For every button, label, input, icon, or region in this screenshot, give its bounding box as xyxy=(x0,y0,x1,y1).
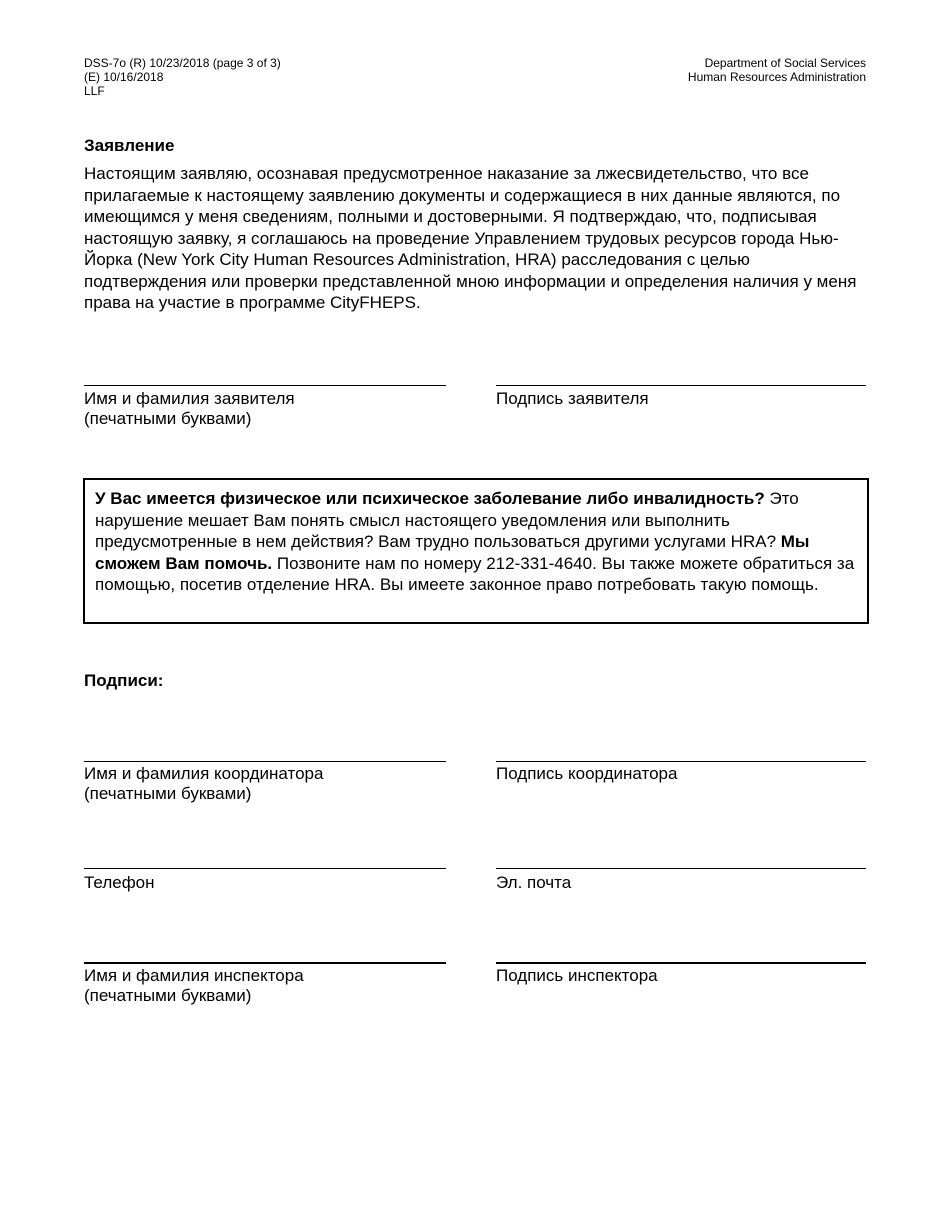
coordinator-name-field[interactable] xyxy=(84,761,446,762)
form-id: DSS-7o (R) 10/23/2018 (page 3 of 3) xyxy=(84,56,281,70)
statement-title: Заявление xyxy=(84,136,175,155)
coordinator-signature-field[interactable] xyxy=(496,761,866,762)
notice-help-text: Позвоните нам по номеру 212-331-4640. Вы также можете обратиться за помощью, посетив отделение HRA. Вы имеете законное право потребовать такую помощь. xyxy=(95,553,855,594)
inspector-name-label-line1: Имя и фамилия инспектора xyxy=(84,966,304,985)
email-label: Эл. почта xyxy=(496,873,572,892)
applicant-name-label xyxy=(84,389,295,429)
inspector-name-label xyxy=(84,966,304,1006)
phone-field[interactable] xyxy=(84,868,446,869)
inspector-name-field[interactable] xyxy=(84,962,446,964)
applicant-name-field[interactable] xyxy=(84,385,446,386)
notice-help-bold: Мы сможем Вам помочь. xyxy=(95,532,810,573)
phone-label: Телефон xyxy=(84,873,155,892)
coordinator-name-label xyxy=(84,764,323,804)
form-code: LLF xyxy=(84,84,105,98)
applicant-name-label-line1: Имя и фамилия заявителя xyxy=(84,389,295,408)
inspector-name-label-line2: (печатными буквами) xyxy=(84,986,252,1005)
signatures-title: Подписи: xyxy=(84,671,164,690)
department-name: Department of Social Services xyxy=(704,56,866,70)
disability-notice-box xyxy=(83,478,869,624)
inspector-signature-field[interactable] xyxy=(496,962,866,964)
coordinator-name-label-line2: (печатными буквами) xyxy=(84,784,252,803)
applicant-signature-label: Подпись заявителя xyxy=(496,389,649,408)
coordinator-name-label-line1: Имя и фамилия координатора xyxy=(84,764,324,783)
notice-question: У Вас имеется физическое или психическое заболевание либо инвалидность? xyxy=(95,489,765,508)
email-field[interactable] xyxy=(496,868,866,869)
applicant-signature-field[interactable] xyxy=(496,385,866,386)
notice-body: Это нарушение мешает Вам понять смысл настоящего уведомления или выполнить предусмотренные в нем действия? Вам трудно пользоваться другими услугами HRA? xyxy=(95,489,799,551)
administration-name: Human Resources Administration xyxy=(687,70,866,84)
form-edition: (E) 10/16/2018 xyxy=(84,70,164,84)
applicant-name-label-line2: (печатными буквами) xyxy=(84,409,252,428)
form-header-left xyxy=(84,56,281,98)
form-header-right xyxy=(688,56,866,84)
statement-text: Настоящим заявляю, осознавая предусмотренное наказание за лжесвидетельство, что все прилагаемые к настоящему заявлению документы и содержащиеся в них данные являются, по имеющимся у меня сведениям, полными и достоверными. Я подтверждаю, что, подписывая настоящую заявку, я соглашаюсь на проведение Управлением трудовых ресурсов города Нью-Йорка (New York City Human Resources Administration, HRA) расследования с целью подтверждения или проверки представленной мною информации и определения наличия у меня права на участие в программе CityFHEPS. xyxy=(84,164,857,312)
coordinator-signature-label: Подпись координатора xyxy=(496,764,678,783)
inspector-signature-label: Подпись инспектора xyxy=(496,966,658,985)
